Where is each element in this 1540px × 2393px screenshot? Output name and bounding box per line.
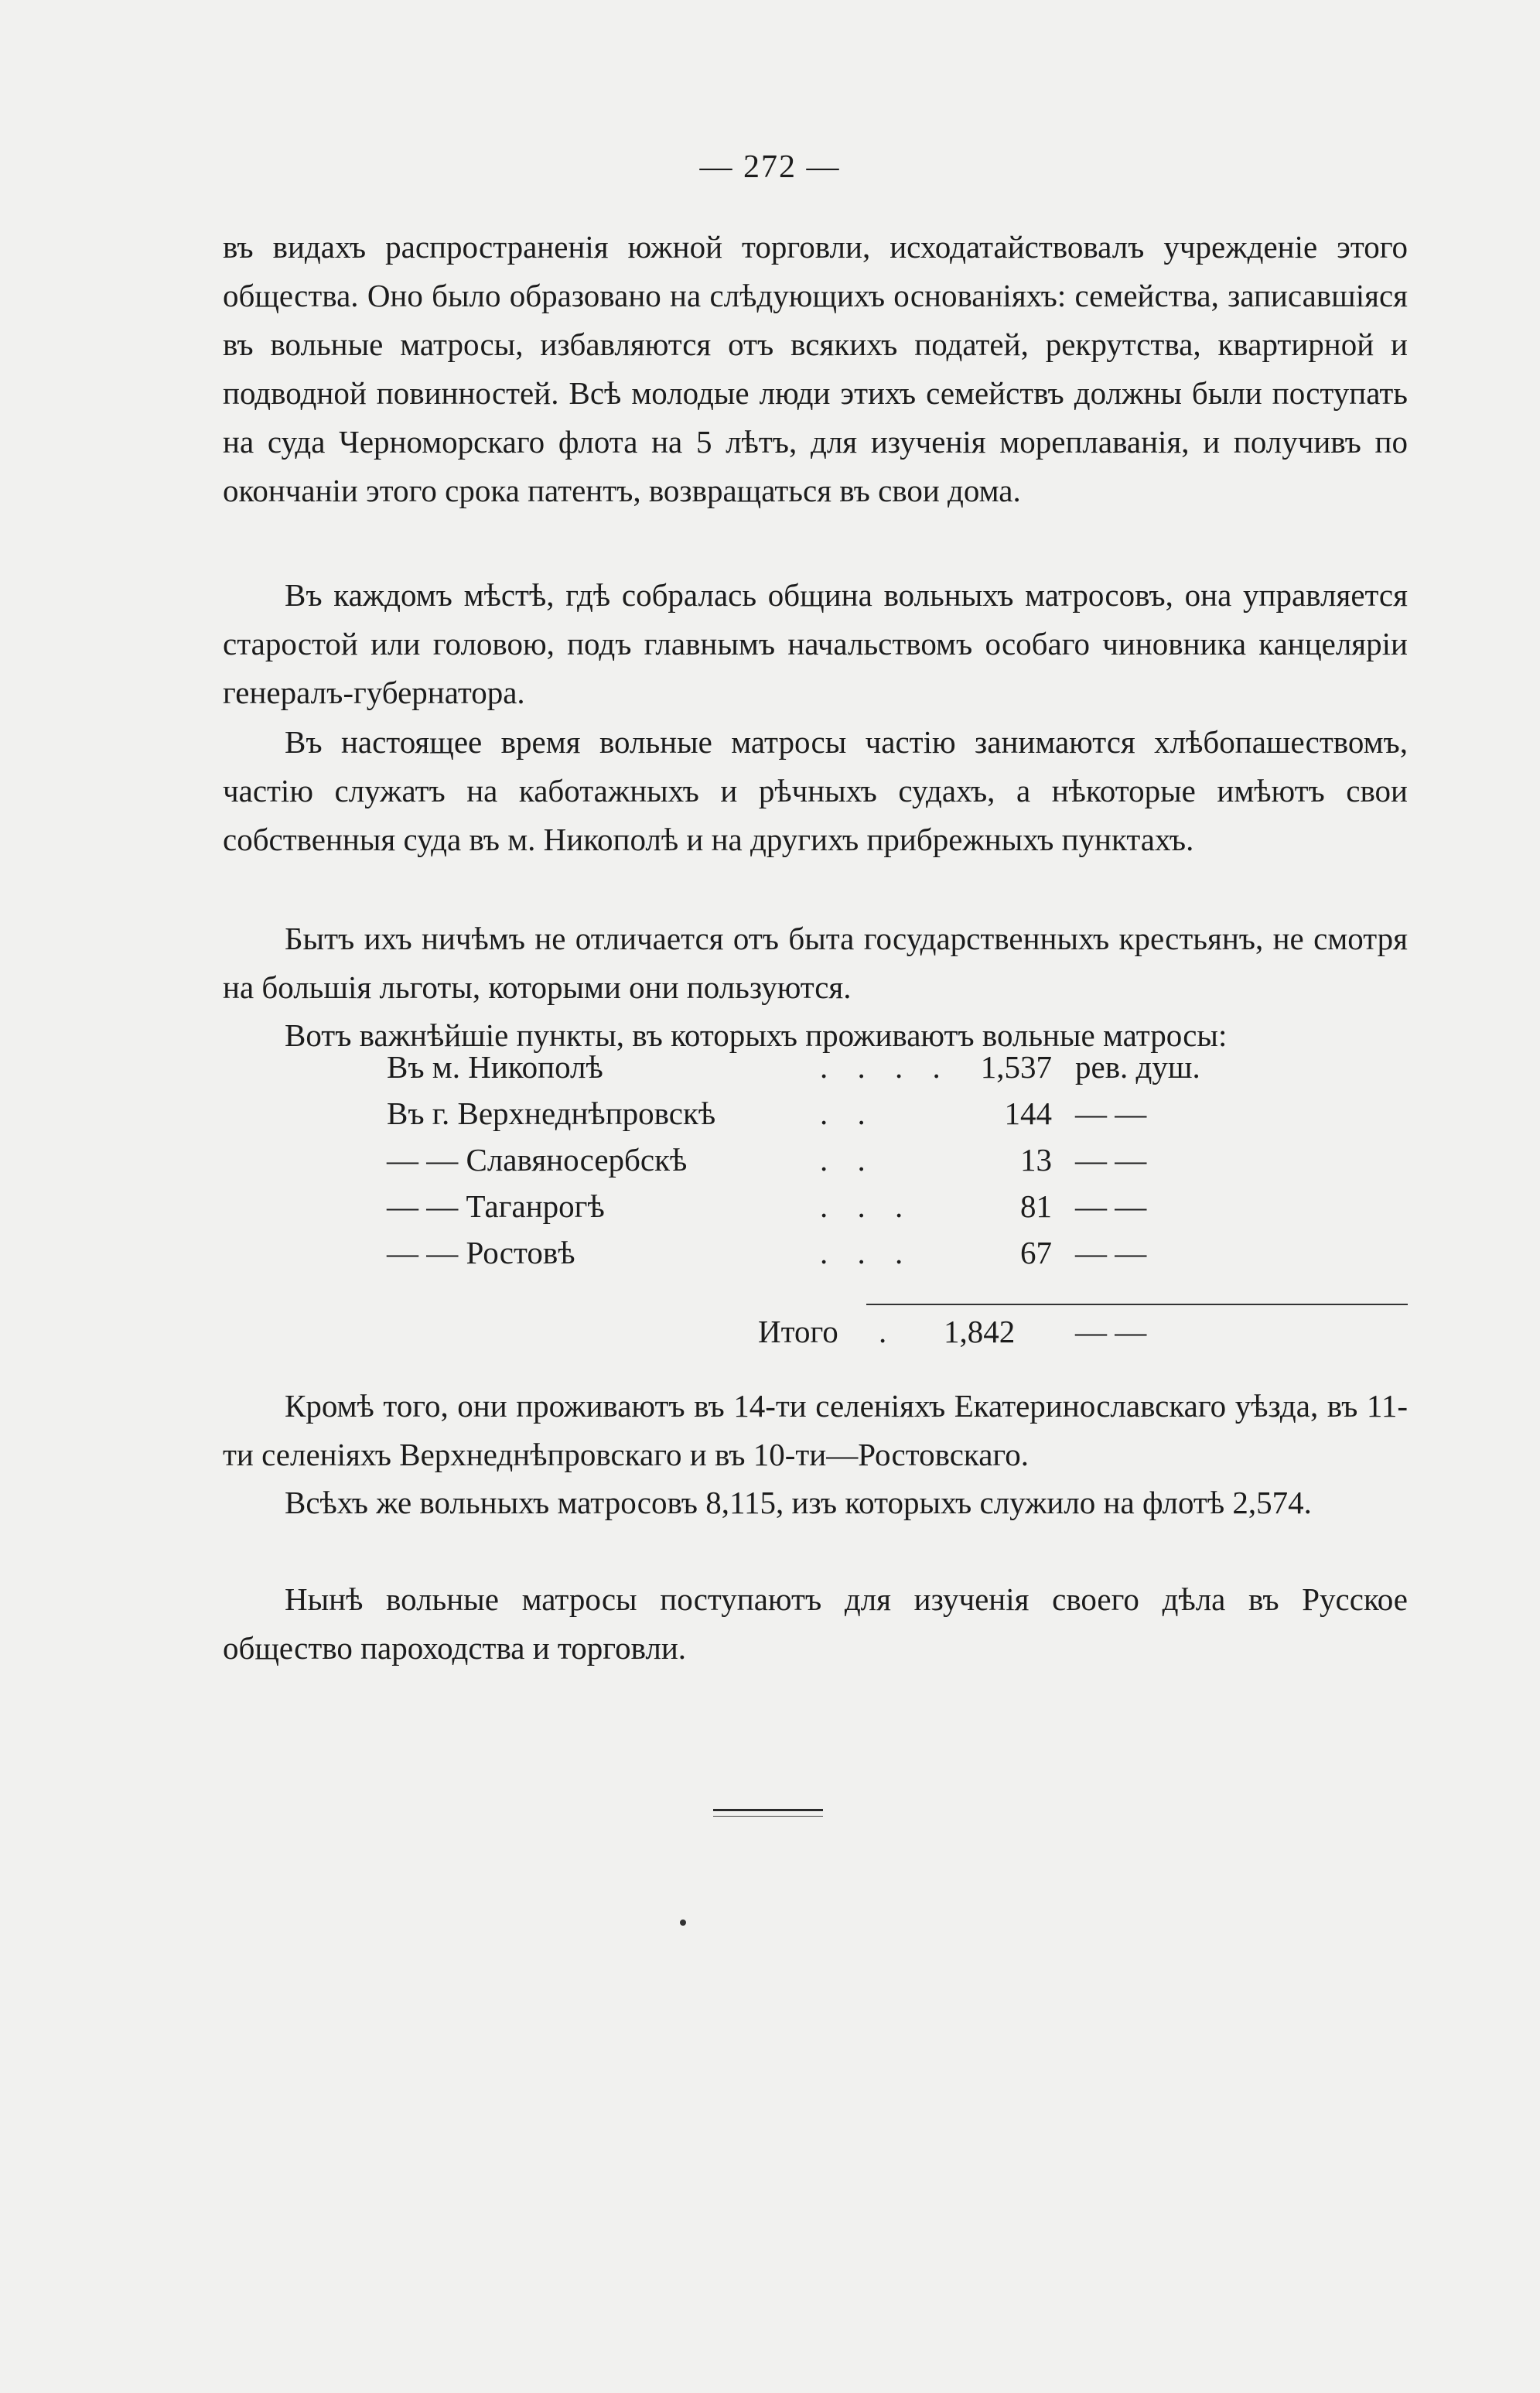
settlements-table xyxy=(387,1048,1238,1280)
table-row xyxy=(387,1188,1238,1234)
total-unit: — — xyxy=(1075,1314,1147,1349)
settlement-unit: — — xyxy=(1075,1188,1147,1224)
total-count: 1,842 xyxy=(944,1314,1016,1349)
paragraph-text: Вотъ важнѣйшіе пункты, въ которыхъ проживаютъ вольные матросы: xyxy=(285,1017,1228,1053)
paragraph-4 xyxy=(223,914,1408,1012)
paragraph-6 xyxy=(223,1382,1408,1479)
paragraph-1 xyxy=(223,223,1408,515)
paragraph-7 xyxy=(223,1479,1408,1527)
settlement-unit: рев. душ. xyxy=(1075,1049,1200,1085)
leader-dots: . . xyxy=(820,1096,876,1131)
settlement-count: 67 xyxy=(1020,1235,1052,1270)
total-rule xyxy=(866,1304,1408,1305)
paragraph-text: Бытъ ихъ ничѣмъ не отличается отъ быта государственныхъ крестьянъ, не смотря на большія льготы, которыми они пользуются. xyxy=(223,921,1408,1005)
leader-dots: . . . xyxy=(820,1235,914,1270)
settlement-unit: — — xyxy=(1075,1096,1147,1131)
leader-dots: . . . xyxy=(820,1188,914,1224)
table-row xyxy=(387,1095,1238,1141)
paragraph-text: Всѣхъ же вольныхъ матросовъ 8,115, изъ которыхъ служило на флотѣ 2,574. xyxy=(285,1485,1312,1520)
settlement-count: 81 xyxy=(1020,1188,1052,1224)
paragraph-text: Въ настоящее время вольные матросы частію занимаются хлѣбопашествомъ, частію служатъ на каботажныхъ и рѣчныхъ судахъ, а нѣкоторые имѣютъ свои собственныя суда въ м. Никополѣ и на другихъ прибрежныхъ пунктахъ. xyxy=(223,724,1408,857)
table-row xyxy=(387,1048,1238,1095)
leader-dots: . . . . xyxy=(820,1049,951,1085)
settlement-name: Въ м. Никополѣ xyxy=(387,1049,603,1085)
paragraph-3 xyxy=(223,718,1408,864)
settlement-name: — — Славяносербскѣ xyxy=(387,1142,688,1178)
paragraph-text: Кромѣ того, они проживаютъ въ 14-ти селеніяхъ Екатеринославскаго уѣзда, въ 11-ти селеніяхъ Верхнеднѣпровскаго и въ 10-ти—Ростовскаго. xyxy=(223,1388,1408,1472)
settlement-name: Въ г. Верхнеднѣпровскѣ xyxy=(387,1096,716,1131)
paragraph-text: въ видахъ распространенія южной торговли, исходатайствовалъ учрежденіе этого общества. Оно было образовано на слѣдующихъ основаніяхъ: семейства, записавшіяся въ вольные матросы, избавляются отъ всякихъ податей, рекрутства, квартирной и подводной повинностей. Всѣ молодые люди этихъ семействъ должны были поступать на суда Черноморскаго флота на 5 лѣтъ, для изученія мореплаванія, и получивъ по окончаніи этого срока патентъ, возвращаться въ свои дома. xyxy=(223,229,1408,508)
table-row xyxy=(387,1234,1238,1280)
settlement-count: 144 xyxy=(1004,1096,1052,1131)
settlement-count: 13 xyxy=(1020,1142,1052,1178)
paragraph-text: Въ каждомъ мѣстѣ, гдѣ собралась община вольныхъ матросовъ, она управляется старостой или головою, подъ главнымъ начальствомъ особаго чиновника канцеляріи генералъ-губернатора. xyxy=(223,577,1408,710)
leader-dots: . . xyxy=(820,1142,876,1178)
end-rule-thin xyxy=(713,1816,823,1817)
settlement-count: 1,537 xyxy=(980,1049,1052,1085)
total-label: Итого xyxy=(758,1314,838,1349)
paragraph-2 xyxy=(223,571,1408,717)
leader-dots: . xyxy=(879,1314,887,1349)
paragraph-8 xyxy=(223,1575,1408,1673)
paragraph-text: Нынѣ вольные матросы поступаютъ для изученія своего дѣла въ Русское общество пароходства и торговли. xyxy=(223,1581,1408,1666)
settlement-unit: — — xyxy=(1075,1142,1147,1178)
settlement-unit: — — xyxy=(1075,1235,1147,1270)
settlement-name: — — Ростовѣ xyxy=(387,1235,575,1270)
page-number: — 272 — xyxy=(699,149,841,185)
table-row xyxy=(387,1141,1238,1188)
ink-speck xyxy=(680,1920,686,1926)
end-rule xyxy=(713,1809,823,1811)
settlement-name: — — Таганрогѣ xyxy=(387,1188,605,1224)
